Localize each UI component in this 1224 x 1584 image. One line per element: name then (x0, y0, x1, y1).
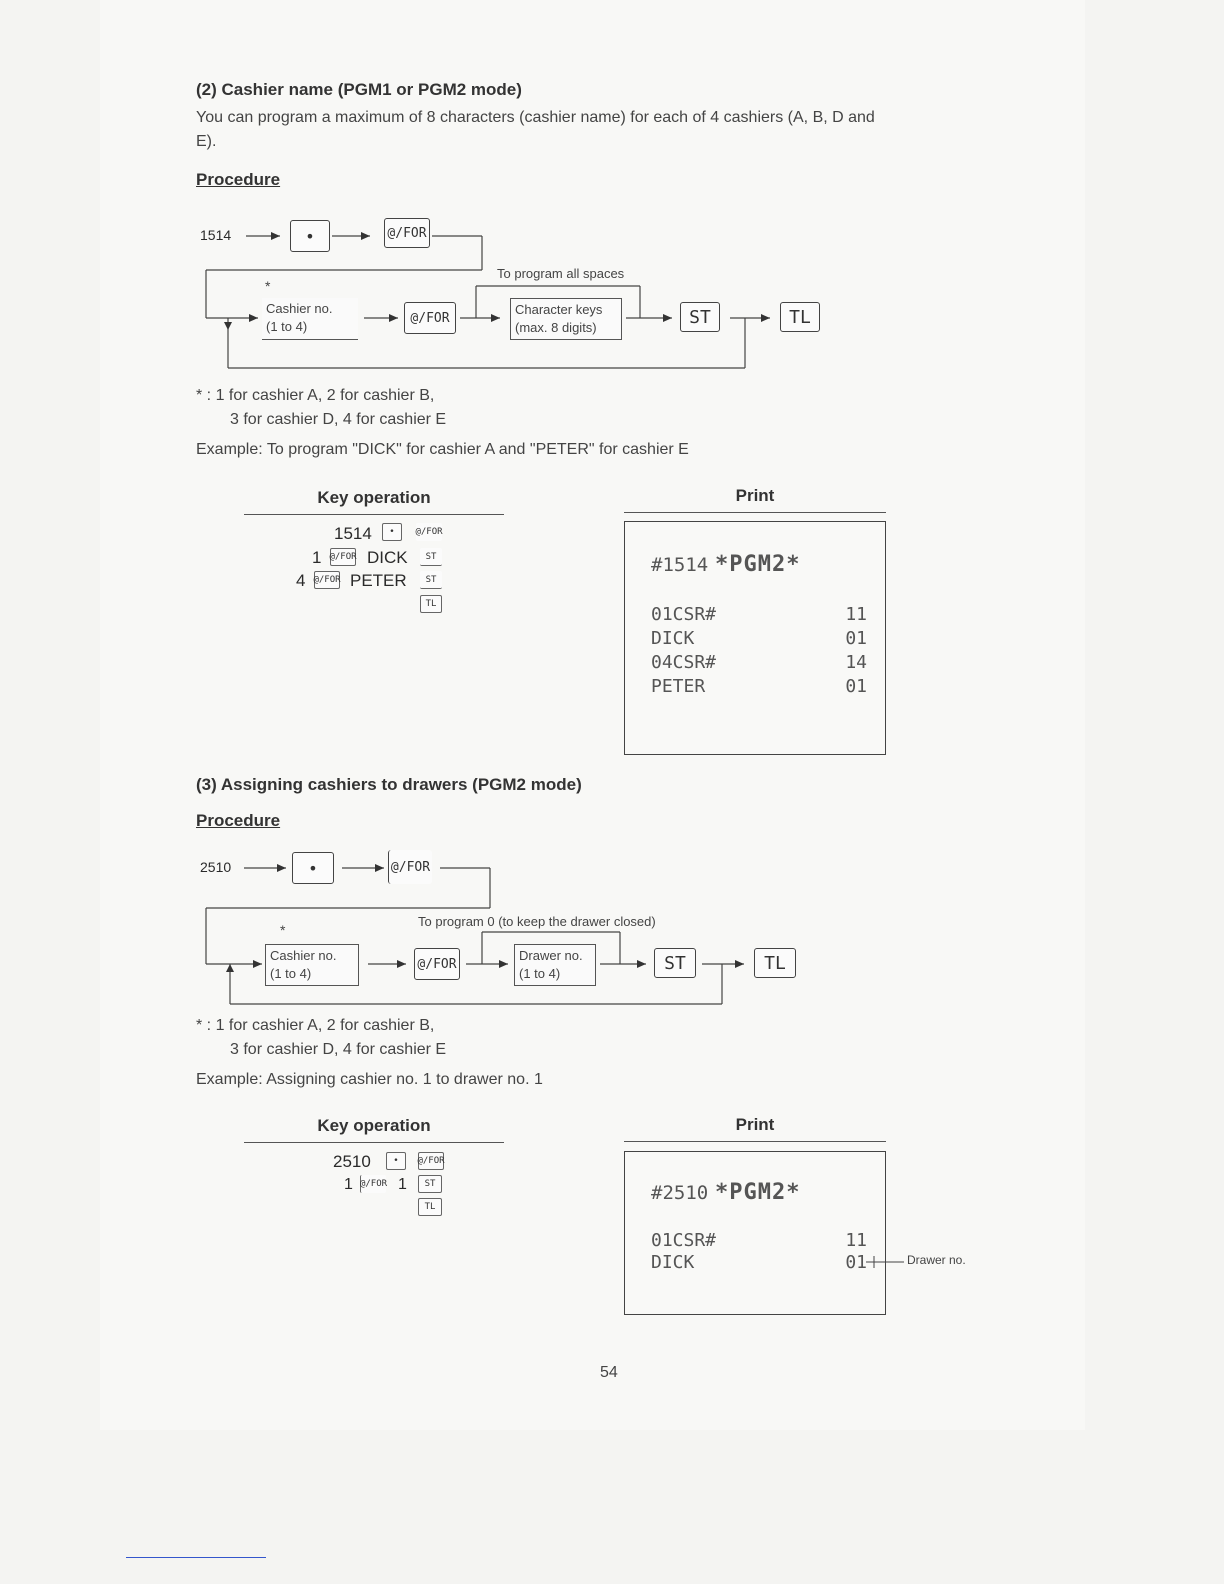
section3-footnote-line1: * : 1 for cashier A, 2 for cashier B, (196, 1017, 435, 1034)
section3-heading: (3) Assigning cashiers to drawers (PGM2 mode) (196, 775, 582, 794)
program-all-spaces-note: To program all spaces (497, 266, 625, 281)
st-key: ST (420, 548, 442, 566)
at-for-key: @/FOR (360, 1175, 386, 1193)
receipt-row-left: DICK (651, 628, 695, 649)
cashier-no-range: (1 to 4) (270, 966, 312, 981)
section2-footnote-line2: 3 for cashier D, 4 for cashier E (230, 411, 447, 428)
section3-example: Example: Assigning cashier no. 1 to drawer no. 1 (196, 1071, 543, 1088)
section2-intro-line2: E). (196, 133, 217, 150)
page-number: 54 (600, 1364, 618, 1381)
st-key: ST (680, 302, 720, 332)
tl-key: TL (420, 595, 442, 613)
keyop-cashier-1: 1 (312, 548, 322, 567)
section2-footnote-line1: * : 1 for cashier A, 2 for cashier B, (196, 387, 435, 404)
at-for-key: @/FOR (404, 302, 456, 334)
section2-print-heading: Print (624, 486, 886, 513)
st-key: ST (654, 948, 696, 978)
section2-example: Example: To program "DICK" for cashier A and "PETER" for cashier E (196, 441, 689, 458)
drawer-no-range: (1 to 4) (519, 966, 561, 981)
keyop-cashier-1: 1 (344, 1176, 353, 1193)
section3-footnote-line2: 3 for cashier D, 4 for cashier E (230, 1041, 447, 1058)
section3-footnote (196, 1014, 446, 1062)
at-for-key: @/FOR (388, 850, 432, 884)
receipt-row-left: 01CSR# (651, 1230, 717, 1251)
receipt-row-right: 11 (845, 604, 867, 625)
section3-receipt (624, 1151, 886, 1315)
section3-print-heading: Print (624, 1115, 886, 1142)
section2-procedure-label: Procedure (196, 170, 281, 189)
drawer-no-callout: Drawer no. (907, 1253, 966, 1267)
at-for-key: @/FOR (416, 523, 442, 541)
receipt-mode: *PGM2* (715, 1180, 801, 1205)
section2-key-operation-heading: Key operation (244, 488, 504, 515)
asterisk-mark: * (265, 278, 271, 294)
at-for-key: @/FOR (384, 218, 430, 248)
keyop-peter: PETER (350, 571, 407, 590)
tl-key: TL (754, 948, 796, 978)
at-for-key: @/FOR (414, 948, 460, 980)
drawer-no-box (514, 944, 596, 986)
bottom-rule (126, 1557, 266, 1558)
keyop-2510: 2510 (333, 1152, 371, 1171)
receipt-row-right: 01 (845, 628, 867, 649)
receipt-row-right: 01 (845, 676, 867, 697)
cashier-no-range: (1 to 4) (266, 319, 308, 334)
at-for-key: @/FOR (330, 548, 356, 566)
receipt-row-right: 01 (845, 1252, 867, 1273)
at-for-key: @/FOR (314, 571, 340, 589)
st-key: ST (418, 1175, 442, 1193)
receipt-row-left: PETER (651, 676, 706, 697)
receipt-mode: *PGM2* (715, 552, 801, 577)
receipt-row-left: DICK (651, 1252, 695, 1273)
program-zero-note: To program 0 (to keep the drawer closed) (418, 914, 656, 929)
receipt-row-left: 01CSR# (651, 604, 717, 625)
receipt-row-right: 14 (845, 652, 867, 673)
cashier-no-box (265, 944, 359, 986)
drawer-no-label: Drawer no. (519, 948, 583, 963)
character-keys-label: Character keys (515, 302, 603, 317)
section3-key-operation-heading: Key operation (244, 1116, 504, 1143)
section2-heading: (2) Cashier name (PGM1 or PGM2 mode) (196, 80, 522, 99)
decimal-point-key: • (386, 1152, 406, 1170)
cashier-no-label: Cashier no. (270, 948, 337, 963)
receipt-row-left: 04CSR# (651, 652, 717, 673)
decimal-point-key: • (292, 852, 334, 884)
keyop-drawer-1: 1 (398, 1176, 407, 1193)
at-for-key: @/FOR (418, 1152, 444, 1170)
keyop-cashier-4: 4 (296, 571, 306, 590)
section2-code-1514: 1514 (200, 227, 232, 243)
decimal-point-key: • (290, 220, 330, 252)
st-key: ST (420, 571, 442, 589)
receipt-row-right: 11 (845, 1230, 867, 1251)
keyop-dick: DICK (367, 548, 408, 567)
tl-key: TL (780, 302, 820, 332)
tl-key: TL (418, 1198, 442, 1216)
section2-intro-line1: You can program a maximum of 8 characters (cashier name) for each of 4 cashiers (A, B, D and (196, 109, 875, 126)
keyop-1514: 1514 (334, 524, 372, 543)
decimal-point-key: • (382, 523, 402, 541)
character-keys-range: (max. 8 digits) (515, 320, 597, 335)
cashier-no-label: Cashier no. (266, 301, 333, 316)
receipt-code: #2510 (651, 1182, 709, 1204)
receipt-code: #1514 (651, 554, 709, 576)
section3-code-2510: 2510 (200, 859, 232, 875)
section3-procedure-label: Procedure (196, 811, 281, 830)
asterisk-mark: * (280, 922, 286, 938)
